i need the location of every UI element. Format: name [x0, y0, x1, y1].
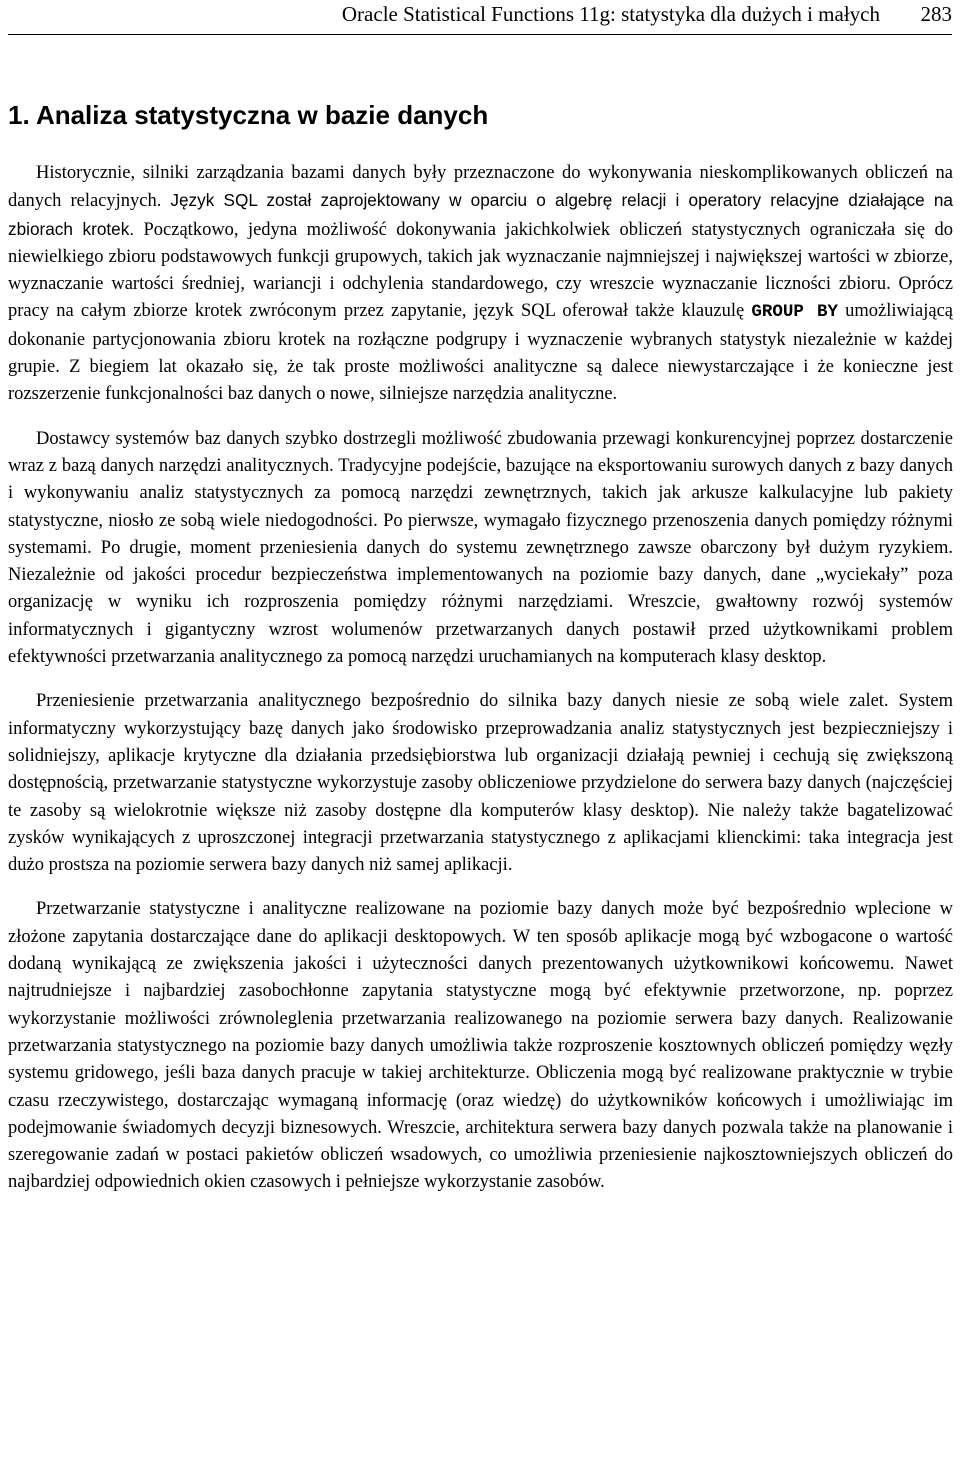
paragraph-4: Przetwarzanie statystyczne i analityczne realizowane na poziomie bazy danych może być bezpośrednio wplecione w złożone zapytania dostarczające dane do aplikacji desktopowych. W ten sposób aplikacje mogą być wzbogacone o wartość dodaną wynikającą ze zwiększenia jakości i użyteczności danych prezentowanych użytkownikowi końcowemu. Nawet najtrudniejsze i najbardziej zasobochłonne zapytania statystyczne mogą być efektywnie przetworzone, np. poprzez wykorzystanie możliwości zrównoleglenia przetwarzania realizowanego na poziomie serwera bazy danych. Realizowanie przetwarzania statystycznego na poziomie bazy danych umożliwia także rozproszenie kosztownych obliczeń pomiędzy węzły systemu gridowego, jeśli baza danych pracuje w takiej architekturze. Obliczenia mogą być realizowane praktycznie w trybie czasu rzeczywistego, dostarczając wymaganą informację (oraz wiedzę) do użytkowników końcowych i umożliwiając im podejmowanie świadomych decyzji biznesowych. Wreszcie, architektura serwera bazy danych pozwala także na planowanie i szeregowanie zadań w postaci pakietów obliczeń wsadowych, co umożliwia przeniesienie najkosztowniejszych obliczeń do najbardziej odpowiednich okien czasowych i pełniejsze wykorzystanie zasobów.	[8, 899, 953, 1193]
code-group-by: GROUP BY	[751, 302, 838, 323]
paragraph-1-part-d: Oprócz pracy na całym zbiorze krotek zwróconym przez zapytanie, język SQL oferował także klauzulę	[8, 274, 954, 322]
paragraph-3: Przeniesienie przetwarzania analitycznego bezpośrednio do silnika bazy danych niesie ze sobą wiele zalet. System informatyczny wykorzystujący bazę danych jako środowisko przeprowadzania analiz statystycznych jest bezpieczniejszy i solidniejszy, aplikacje krytyczne dla działania przedsiębiorstwa lub organizacji działają pewniej i cechują się zwiększoną dostępnością, przetwarzanie statystyczne wykorzystuje zasoby obliczeniowe przydzielone do serwera bazy danych (najczęściej te zasoby są wielokrotnie większe niż zasoby dostępne dla komputerów klasy desktop). Nie należy także bagatelizować zysków wynikających z uproszczonej integracji przetwarzania statystycznego z aplikacjami klienckimi: taka integracja jest dużo prostsza na poziomie serwera bazy danych niż samej aplikacji.	[8, 691, 953, 876]
paragraph-1-part-b: Język SQL został zaprojektowany w oparciu o algebrę relacji i operatory relacyjne działające na zbiorach krotek.	[8, 190, 953, 239]
header-title: Oracle Statistical Functions 11g: statystyka dla dużych i małych	[341, 2, 880, 26]
paragraph-1-part-a: Historycznie, silniki zarządzania bazami danych były przeznaczone do wykonywania nieskomplikowanych obliczeń na danych relacyjnych.	[8, 163, 953, 212]
paragraph-1-part-e: umożliwiającą dokonanie partycjonowania zbioru krotek na rozłączne podgrupy i wyznaczenie wybranych statystyk niezależnie w każdej grupie. Z biegiem lat okazało się, że tak proste możliwości analityczne są dalece niewystarczające i że konieczne jest rozszerzenie funkcjonalności baz danych o nowe, silniejsze narzędzia analityczne.	[8, 301, 954, 405]
paragraph-2: Dostawcy systemów baz danych szybko dostrzegli możliwość zbudowania przewagi konkurencyjnej poprzez dostarczenie wraz z bazą danych narzędzi analitycznych. Tradycyjne podejście, bazujące na eksportowaniu surowych danych z bazy danych i wykonywaniu analiz statystycznych za pomocą narzędzi zewnętrznych, takich jak arkusze kalkulacyjne lub pakiety statystyczne, niosło ze sobą wiele niedogodności. Po pierwsze, wymagało fizycznego przenoszenia danych pomiędzy różnymi systemami. Po drugie, moment przeniesienia danych do systemu zewnętrznego zawsze obarczony był dużym ryzykiem. Niezależnie od jakości procedur bezpieczeństwa implementowanych na poziomie bazy danych, dane „wyciekały” poza organizację w wyniku ich rozproszenia pomiędzy różnymi narzędziami. Wreszcie, gwałtowny rozwój systemów informatycznych i gigantyczny wzrost wolumenów przetwarzanych danych postawił przed użytkownikami problem efektywności przetwarzania analitycznego za pomocą narzędzi uruchamianych na komputerach klasy desktop.	[8, 428, 953, 668]
section-title: 1. Analiza statystyczna w bazie danych	[8, 100, 489, 130]
paragraph-1-part-c: Początkowo, jedyna możliwość dokonywania jakichkolwiek obliczeń statystycznych ograniczała się do niewielkiego zbioru podstawowych funkcji grupowych, takich jak wyznaczanie najmniejszej i największej wartości w zbiorze, wyznaczanie wartości średniej, wariancji i odchylenia standardowego, czy wreszcie wyznaczanie liczności zbioru.	[8, 219, 953, 295]
page-number: 283	[920, 2, 952, 26]
running-header	[8, 0, 952, 35]
body-text	[8, 160, 953, 1214]
paragraph-1	[8, 160, 953, 409]
